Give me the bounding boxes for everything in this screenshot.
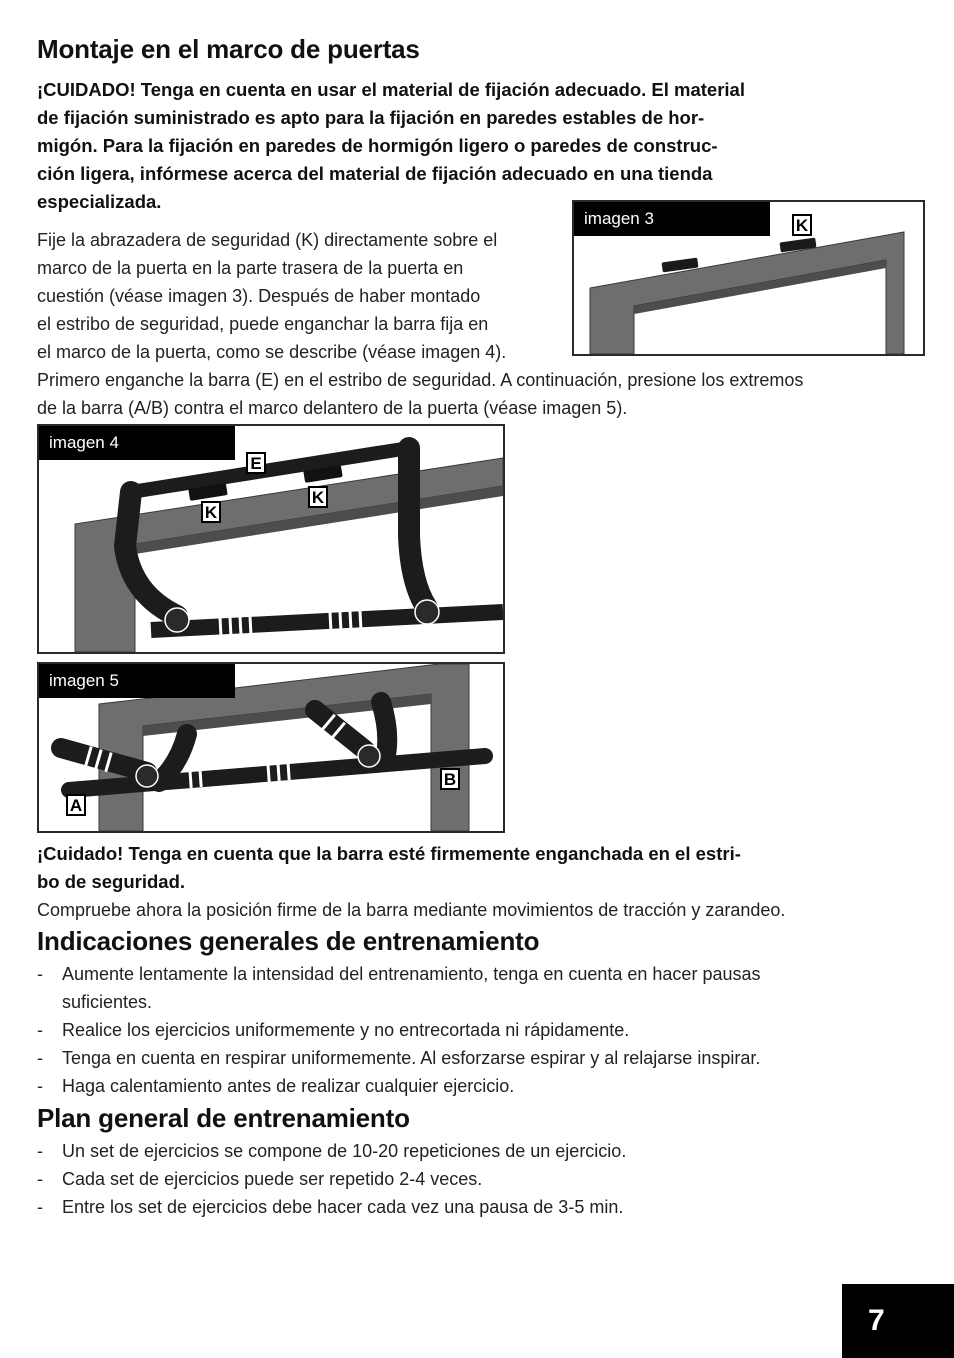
list-item-text: Un set de ejercicios se compone de 10-20 repeticiones de un ejercicio.: [62, 1141, 627, 1161]
callout-b: B: [440, 768, 460, 790]
callout-k: K: [308, 486, 328, 508]
bullet-dash: -: [37, 1048, 43, 1068]
warning-line: bo de seguridad.: [37, 871, 186, 892]
mounting-paragraph-2: [37, 366, 917, 422]
bar-warning: [37, 840, 922, 896]
bullet-dash: -: [37, 1169, 43, 1189]
figure-5: [37, 662, 505, 833]
list-item-text: Entre los set de ejercicios debe hacer cada vez una pausa de 3-5 min.: [62, 1197, 624, 1217]
paragraph-line: cuestión (véase imagen 3). Después de haber montado: [37, 286, 481, 306]
bullet-dash: -: [37, 1141, 43, 1161]
warning-line: especializada.: [37, 191, 162, 212]
section-title-general-tips: Indicaciones generales de entrenamiento: [37, 926, 540, 956]
paragraph-line: el estribo de seguridad, puede enganchar la barra fija en: [37, 314, 489, 334]
bullet-dash: -: [37, 1076, 43, 1096]
warning-line: de fijación suministrado es apto para la fijación en paredes estables de hor-: [37, 107, 705, 128]
callout-k: K: [792, 214, 812, 236]
callout-e: E: [246, 452, 266, 474]
mounting-warning: [37, 76, 922, 216]
paragraph-line: el marco de la puerta, como se describe (véase imagen 4).: [37, 342, 507, 362]
paragraph-line: de la barra (A/B) contra el marco delantero de la puerta (véase imagen 5).: [37, 398, 628, 418]
list-item: [37, 1044, 917, 1072]
paragraph-line: Primero enganche la barra (E) en el estribo de seguridad. A continuación, presione los extremos: [37, 370, 804, 390]
training-plan-list: [37, 1137, 917, 1221]
list-item-text: Aumente lentamente la intensidad del entrenamiento, tenga en cuenta en hacer pausas: [62, 964, 761, 984]
figure-3-label: imagen 3: [574, 202, 770, 236]
paragraph-line: marco de la puerta en la parte trasera de la puerta en: [37, 258, 464, 278]
warning-line: ¡Cuidado! Tenga en cuenta que la barra esté firmemente enganchada en el estri-: [37, 843, 741, 864]
list-item-text: Cada set de ejercicios puede ser repetido 2-4 veces.: [62, 1169, 483, 1189]
list-item: [37, 1137, 917, 1165]
paragraph-line: Fije la abrazadera de seguridad (K) directamente sobre el: [37, 230, 498, 250]
warning-line: ción ligera, infórmese acerca del material de fijación adecuado en una tienda: [37, 163, 713, 184]
list-item: [37, 960, 917, 1016]
warning-line: migón. Para la fijación en paredes de hormigón ligero o paredes de construc-: [37, 135, 718, 156]
figure-4: [37, 424, 505, 654]
bullet-dash: -: [37, 964, 43, 984]
figure-5-label: imagen 5: [39, 664, 235, 698]
list-item: [37, 1072, 917, 1100]
mounting-paragraph-1: [37, 226, 577, 366]
list-item-text: Haga calentamiento antes de realizar cualquier ejercicio.: [62, 1076, 515, 1096]
warning-line: ¡CUIDADO! Tenga en cuenta en usar el material de fijación adecuado. El material: [37, 79, 745, 100]
list-item-text: suficientes.: [62, 992, 153, 1012]
general-tips-list: [37, 960, 917, 1100]
list-item: [37, 1016, 917, 1044]
figure-4-label: imagen 4: [39, 426, 235, 460]
callout-a: A: [66, 794, 86, 816]
bullet-dash: -: [37, 1020, 43, 1040]
list-item-text: Realice los ejercicios uniformemente y no entrecortada ni rápidamente.: [62, 1020, 630, 1040]
section-title-training-plan: Plan general de entrenamiento: [37, 1103, 410, 1133]
bullet-dash: -: [37, 1197, 43, 1217]
list-item-text: Tenga en cuenta en respirar uniformemente. Al esforzarse espirar y al relajarse inspirar.: [62, 1048, 761, 1068]
list-item: [37, 1165, 917, 1193]
section-title-mounting: Montaje en el marco de puertas: [37, 34, 420, 64]
list-item: [37, 1193, 917, 1221]
callout-k: K: [201, 501, 221, 523]
page-number: 7: [842, 1284, 954, 1358]
check-paragraph: Compruebe ahora la posición firme de la barra mediante movimientos de tracción y zarandeo.: [37, 900, 786, 920]
figure-3: [572, 200, 925, 356]
